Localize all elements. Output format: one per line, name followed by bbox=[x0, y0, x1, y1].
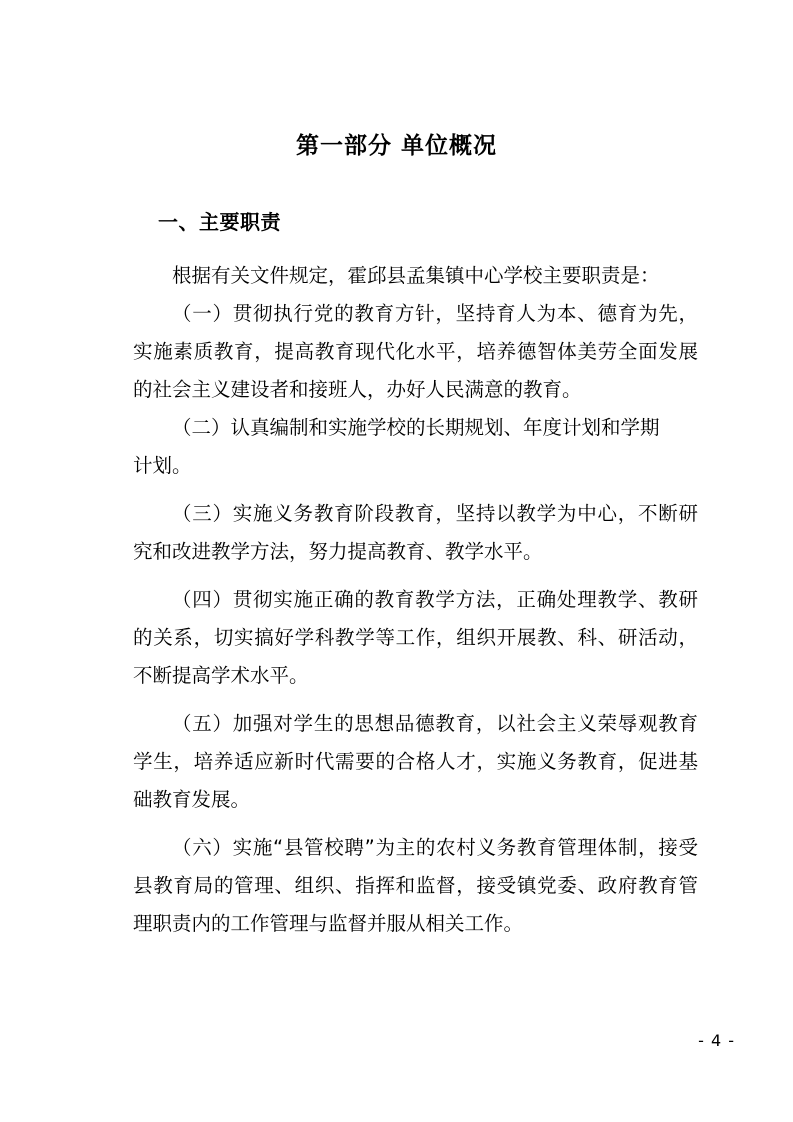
paragraph-spacer bbox=[133, 571, 698, 581]
paragraph-item-2-continued: 计划。 bbox=[133, 453, 192, 477]
document-body bbox=[0, 235, 793, 943]
paragraph-spacer bbox=[133, 819, 698, 829]
paragraph-item-2: （二）认真编制和实施学校的长期规划、年度计划和学期 bbox=[172, 415, 660, 439]
paragraph-spacer bbox=[133, 695, 698, 705]
page-title: 第一部分 单位概况 bbox=[295, 133, 497, 159]
paragraph-item-4: （四）贯彻实施正确的教育教学方法，正确处理教学、教研 的关系，切实搞好学科教学等工作，组织开展教、科、研活动，不断提高学术水平。 bbox=[133, 587, 698, 687]
paragraph-item-6: （六）实施“县管校聘”为主的农村义务教育管理体制，接受县教育局的管理、组织、指挥和监督，接受镇党委、政府教育管理职责内的工作管理与监督并服从相关工作。 bbox=[133, 835, 698, 935]
page-number: - 4 - bbox=[698, 1031, 735, 1050]
section-heading: 一、主要职责 bbox=[158, 209, 281, 234]
paragraph-spacer bbox=[133, 485, 698, 495]
paragraph-intro: 根据有关文件规定，霍邱县孟集镇中心学校主要职责是： bbox=[172, 263, 660, 287]
paragraph-item-3: （三）实施义务教育阶段教育，坚持以教学为中心，不断研究和改进教学方法，努力提高教育、教学水平。 bbox=[133, 501, 698, 563]
paragraph-item-1: （一）贯彻执行党的教育方针，坚持育人为本、德育为先，实施素质教育，提高教育现代化水平，培养德智体美劳全面发展的社会主义建设者和接班人，办好人民满意的教育。 bbox=[133, 301, 698, 401]
paragraph-item-5: （五）加强对学生的思想品德教育，以社会主义荣辱观教育 学生，培养适应新时代需要的合格人才，实施义务教育，促进基础教育发展。 bbox=[133, 711, 698, 811]
